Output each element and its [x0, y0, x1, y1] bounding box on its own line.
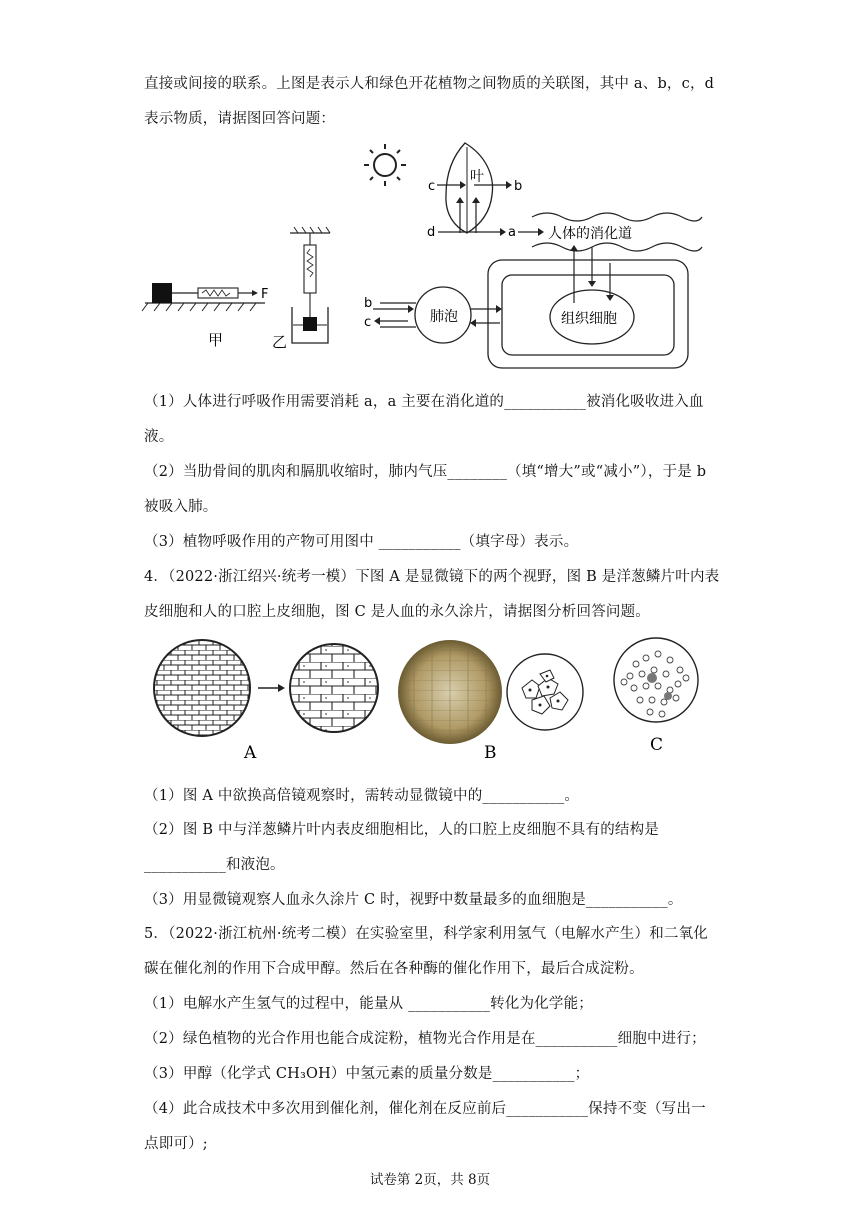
- label-jia: 甲: [208, 331, 224, 349]
- intro-line-2: 表示物质，请据图回答问题：: [144, 111, 336, 127]
- page-footer: 试卷第 2页，共 8页: [369, 1172, 491, 1188]
- view-a-low: [154, 640, 250, 736]
- label-b-leaf: b: [514, 179, 523, 194]
- figure-label-B: B: [484, 743, 497, 763]
- apparatus-jia: [142, 283, 268, 349]
- q3-part1-line1: （1）人体进行呼吸作用需要消耗 a，a 主要在消化道的___________被消化吸收进入血: [144, 394, 704, 410]
- alveolus-label: 肺泡: [430, 309, 458, 325]
- q5-part4-line2: 点即可）;: [144, 1136, 208, 1152]
- label-c-leaf: c: [428, 179, 436, 194]
- figure-label-A: A: [244, 743, 257, 763]
- q4-part1: （1）图 A 中欲换高倍镜观察时，需转动显微镜中的___________。: [144, 788, 580, 804]
- q3-part3: （3）植物呼吸作用的产物可用图中 ___________（填字母）表示。: [144, 534, 579, 550]
- q5-part4-line1: （4）此合成技术中多次用到催化剂，催化剂在反应前后___________保持不变（写出一: [144, 1101, 706, 1117]
- digestive-tract-label: 人体的消化道: [548, 226, 632, 242]
- q5-header-line2: 碳在催化剂的作用下合成甲醇。然后在各种酶的催化作用下，最后合成淀粉。: [144, 961, 644, 977]
- q5-part2: （2）绿色植物的光合作用也能合成淀粉，植物光合作用是在___________细胞中进行；: [144, 1031, 706, 1047]
- label-F: F: [261, 287, 269, 302]
- figure-label-C: C: [650, 735, 664, 755]
- label-yi: 乙: [272, 333, 288, 351]
- q4-header-line1: 4．（2022·浙江绍兴·统考一模）下图 A 是显微镜下的两个视野，图 B 是洋葱鳞片叶内表: [144, 569, 720, 585]
- q3-part1-line2: 液。: [144, 429, 174, 445]
- label-d: d: [427, 225, 436, 240]
- leaf-shape: [446, 143, 493, 233]
- q4-part2-line2: ___________和液泡。: [144, 857, 285, 873]
- microscope-views-figure: [140, 630, 720, 770]
- q5-header-line1: 5．（2022·浙江杭州·统考二模）在实验室里，科学家利用氢气（电解水产生）和二氧化: [144, 926, 708, 942]
- q5-part1: （1）电解水产生氢气的过程中，能量从 ___________转化为化学能；: [144, 996, 593, 1012]
- label-a: a: [508, 225, 516, 240]
- q4-part2-line1: （2）图 B 中与洋葱鳞片叶内表皮细胞相比，人的口腔上皮细胞不具有的结构是: [144, 822, 659, 838]
- q5-part3: （3）甲醇（化学式 CH₃OH）中氢元素的质量分数是___________；: [144, 1066, 590, 1082]
- q3-part2-line2: 被吸入肺。: [144, 499, 218, 515]
- intro-line-1: 直接或间接的联系。上图是表示人和绿色开花植物之间物质的关联图，其中 a、b，c，d: [144, 76, 715, 92]
- tissue-cell-label: 组织细胞: [561, 311, 617, 327]
- digestive-tract-shape: [532, 213, 702, 221]
- q4-header-line2: 皮细胞和人的口腔上皮细胞，图 C 是人血的永久涂片，请据图分析回答问题。: [144, 604, 651, 620]
- sun-icon: [364, 144, 406, 186]
- apparatus-yi: [272, 227, 330, 351]
- label-c-lung: c: [364, 315, 372, 330]
- leaf-label: 叶: [470, 169, 484, 185]
- q3-part2-line1: （2）当肋骨间的肌肉和膈肌收缩时，肺内气压________（填“增大”或“减小”），于是 b: [144, 464, 707, 480]
- view-a-high: [290, 644, 378, 732]
- label-b-lung: b: [364, 296, 373, 311]
- respiration-material-diagram: [140, 135, 710, 380]
- q4-part3: （3）用显微镜观察人血永久涂片 C 时，视野中数量最多的血细胞是___________。: [144, 892, 683, 908]
